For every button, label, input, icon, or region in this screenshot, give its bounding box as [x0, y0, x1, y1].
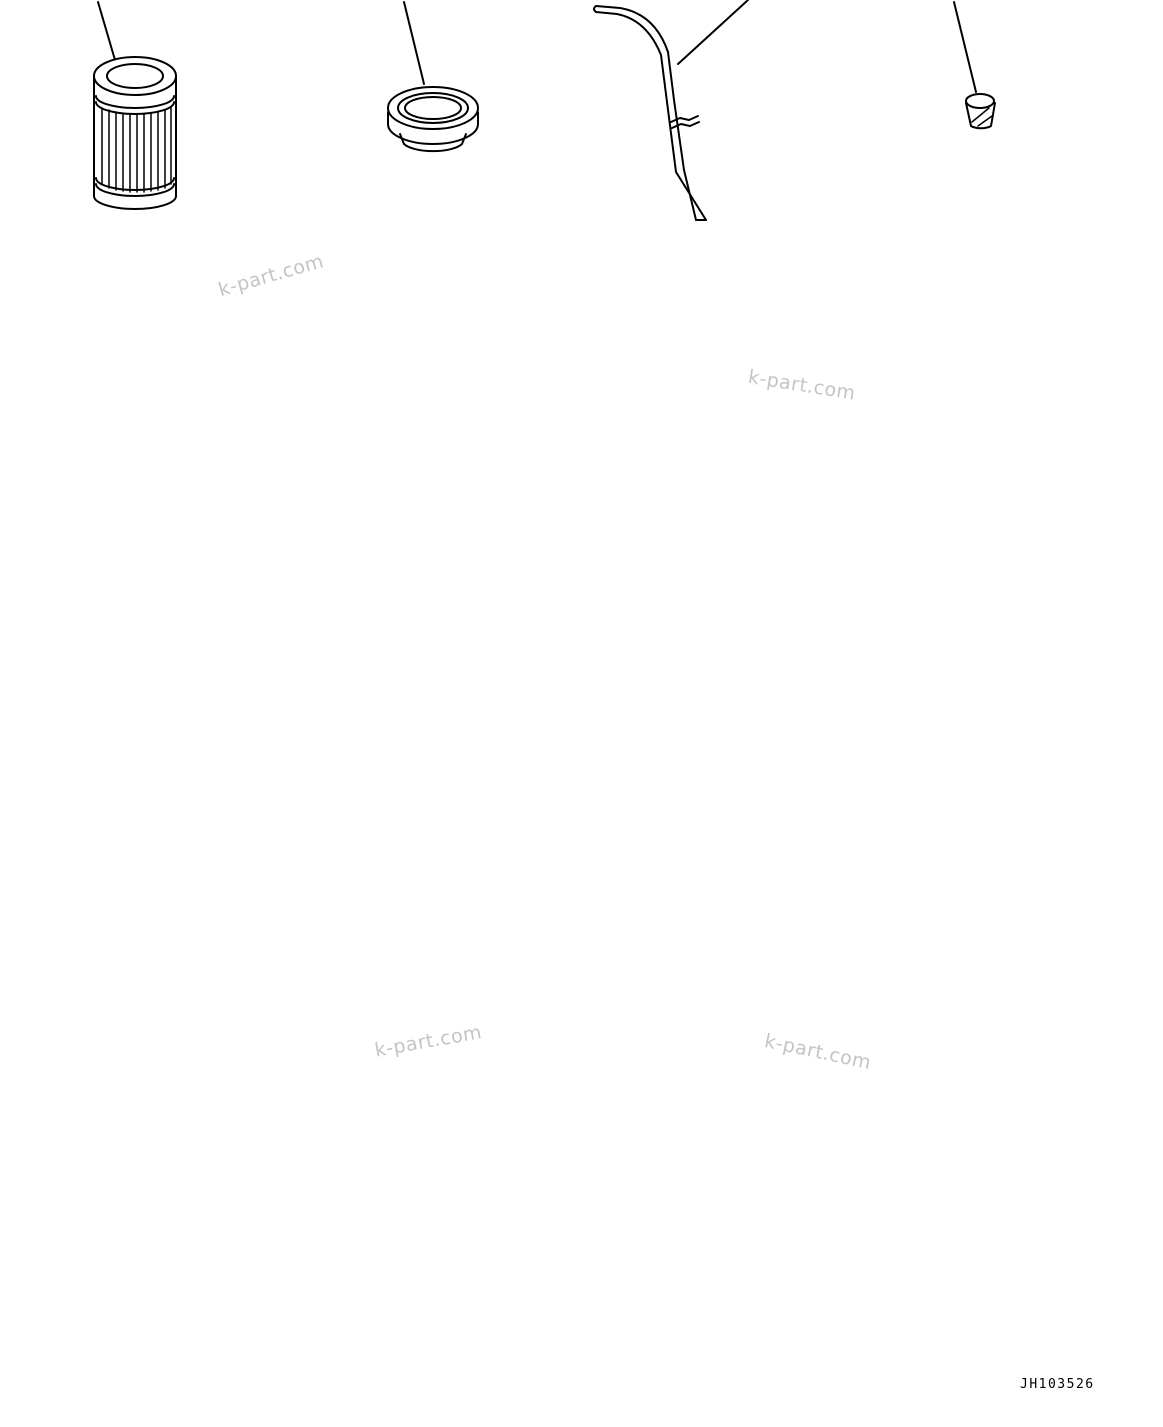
watermark: k-part.com: [216, 250, 327, 302]
seal-ring-icon: [388, 2, 478, 151]
dipstick-icon: [594, 0, 748, 220]
filter-element-icon: [94, 2, 176, 209]
leader-line: [404, 2, 424, 84]
leader-line: [98, 2, 115, 60]
leader-line: [954, 2, 976, 92]
watermark: k-part.com: [373, 1021, 484, 1062]
drawing-code: JH103526: [1020, 1377, 1095, 1392]
plug-cap-icon: [954, 2, 995, 128]
leader-line: [678, 0, 748, 64]
watermark: k-part.com: [746, 366, 858, 405]
watermark: k-part.com: [762, 1030, 874, 1075]
